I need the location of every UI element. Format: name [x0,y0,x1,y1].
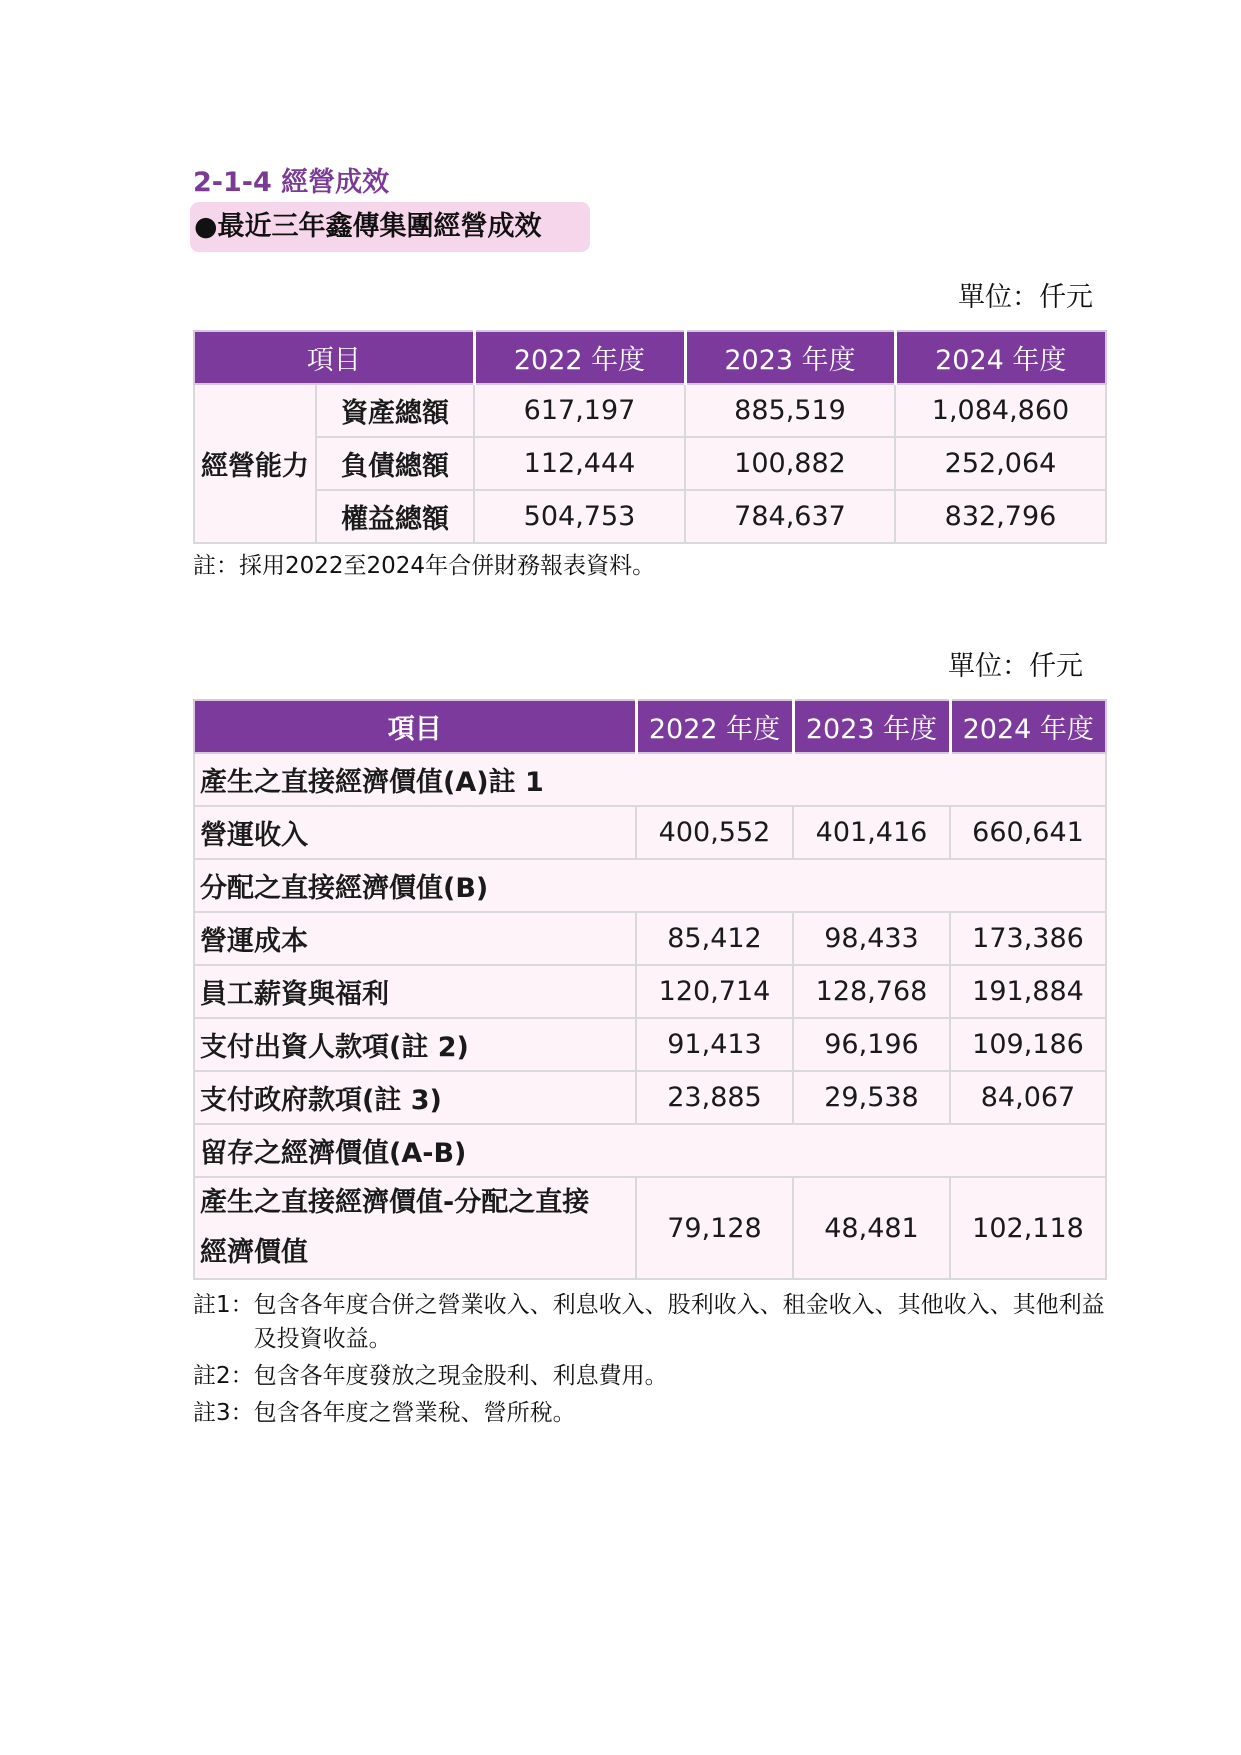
value-cell: 1,084,860 [895,384,1106,437]
table-row [194,806,1106,859]
operating-capability-table [193,330,1107,544]
header-year: 2023 年度 [793,700,950,753]
row-label: 營運收入 [194,806,636,859]
value-cell: 191,884 [950,965,1106,1018]
table-header-row [194,700,1106,753]
value-cell: 85,412 [636,912,793,965]
section-label: 留存之經濟價值(A-B) [194,1124,1106,1177]
note-item [193,1288,1105,1356]
value-cell: 885,519 [685,384,895,437]
row-label: 資產總額 [316,384,474,437]
note-key: 註3： [193,1400,254,1426]
value-cell: 100,882 [685,437,895,490]
table-row [194,1177,1106,1279]
header-year: 2022 年度 [636,700,793,753]
table-row [194,1018,1106,1071]
value-cell: 617,197 [474,384,685,437]
table1-note: 註：採用2022至2024年合併財務報表資料。 [193,553,656,579]
value-cell: 29,538 [793,1071,950,1124]
table-header-row [194,331,1106,384]
note-text: 包含各年度發放之現金股利、利息費用。 [253,1363,668,1389]
table-row [194,490,1106,543]
value-cell: 400,552 [636,806,793,859]
value-cell: 173,386 [950,912,1106,965]
table2-notes [193,1288,1105,1433]
note-text: 包含各年度之營業稅、營所稅。 [253,1400,576,1426]
value-cell: 109,186 [950,1018,1106,1071]
header-year: 2022 年度 [474,331,685,384]
value-cell: 23,885 [636,1071,793,1124]
table-row [194,384,1106,437]
value-cell: 120,714 [636,965,793,1018]
value-cell: 84,067 [950,1071,1106,1124]
row-label-line: 經濟價值 [200,1237,308,1268]
value-cell: 96,196 [793,1018,950,1071]
row-label: 負債總額 [316,437,474,490]
table-row [194,1071,1106,1124]
value-cell: 128,768 [793,965,950,1018]
value-cell: 91,413 [636,1018,793,1071]
row-label-line: 產生之直接經濟價值-分配之直接 [200,1187,590,1218]
value-cell: 252,064 [895,437,1106,490]
header-item: 項目 [194,700,636,753]
row-label: 支付出資人款項(註 2) [194,1018,636,1071]
value-cell: 102,118 [950,1177,1106,1279]
value-cell: 112,444 [474,437,685,490]
note-item [193,1359,1105,1393]
row-label: 營運成本 [194,912,636,965]
value-cell: 832,796 [895,490,1106,543]
value-cell: 98,433 [793,912,950,965]
section-label: 產生之直接經濟價值(A)註 1 [194,753,1106,806]
value-cell: 48,481 [793,1177,950,1279]
table-row [194,437,1106,490]
section-title: 2-1-4 經營成效 [193,167,390,198]
header-year: 2023 年度 [685,331,895,384]
economic-value-table [193,699,1107,1280]
row-label: 支付政府款項(註 3) [194,1071,636,1124]
header-item: 項目 [194,331,474,384]
header-year: 2024 年度 [895,331,1106,384]
section-label: 分配之直接經濟價值(B) [194,859,1106,912]
row-label: 員工薪資與福利 [194,965,636,1018]
note-item [193,1396,1105,1430]
row-label: 權益總額 [316,490,474,543]
sub-heading: ●最近三年鑫傳集團經營成效 [190,202,590,252]
unit-label: 單位：仟元 [948,651,1083,682]
unit-label: 單位：仟元 [958,282,1093,313]
value-cell: 504,753 [474,490,685,543]
value-cell: 401,416 [793,806,950,859]
group-label: 經營能力 [194,384,316,543]
table-row [194,912,1106,965]
section-row [194,1124,1106,1177]
value-cell: 784,637 [685,490,895,543]
note-key: 註2： [193,1363,254,1389]
row-label [194,1177,636,1279]
section-row [194,859,1106,912]
note-key: 註1： [193,1292,254,1318]
table-row [194,965,1106,1018]
note-text: 包含各年度合併之營業收入、利息收入、股利收入、租金收入、其他收入、其他利益及投資收益。 [253,1292,1105,1352]
header-year: 2024 年度 [950,700,1106,753]
value-cell: 660,641 [950,806,1106,859]
section-row [194,753,1106,806]
value-cell: 79,128 [636,1177,793,1279]
